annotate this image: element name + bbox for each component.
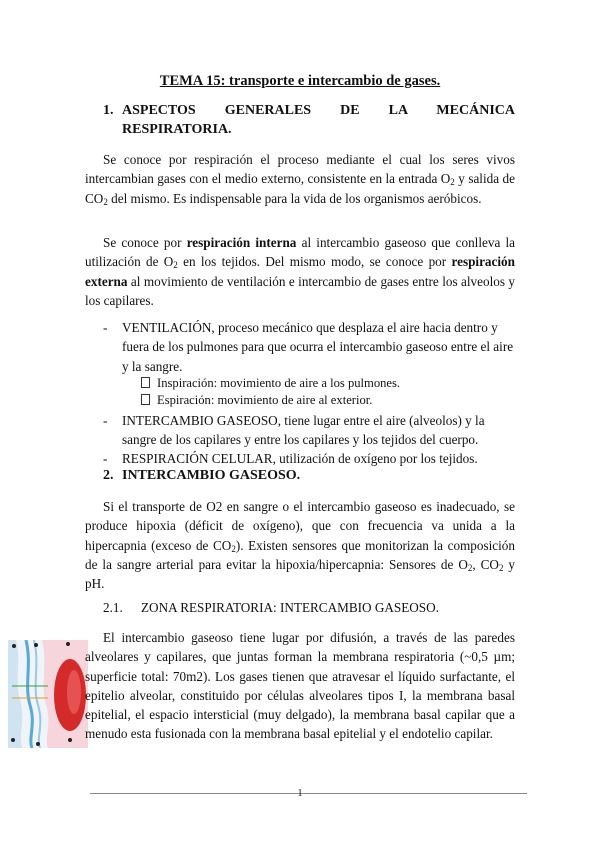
list-item-text: RESPIRACIÓN CELULAR, utilización de oxígeno por los tejidos.	[122, 451, 478, 466]
respiratory-membrane-figure	[8, 640, 88, 748]
label-dot	[68, 738, 72, 742]
list-item-ventilacion	[103, 318, 515, 376]
sub-list-item-espiracion: Espiración: movimiento de aire al exterior.	[141, 392, 372, 409]
term-respiracion-externa: respiración externa	[85, 254, 515, 289]
label-dot	[34, 643, 38, 647]
label-dot	[11, 738, 15, 742]
term-respiracion-interna: respiración interna	[186, 235, 297, 250]
label-dot	[12, 644, 16, 648]
checkbox-glyph-icon	[141, 394, 150, 405]
list-dash: -	[103, 413, 108, 428]
section21-heading	[103, 600, 439, 616]
section21-number: 2.1.	[103, 600, 123, 615]
paragraph-hipoxia: Si el transporte de O2 en sangre o el intercambio gaseoso es inadecuado, se produce hipoxia (déficit de oxígeno), que con frecuencia va unida a la hipercapnia (exceso de $CO_2$). Existen sensores que monitorizan la composición de la sangre arterial para evitar la hipoxia/hipercapnia: Sensores de $O_2$, $CO_2$ y pH.	[85, 499, 515, 592]
section1-heading-line1: ASPECTOS GENERALES DE LA MECÁNICA	[122, 103, 515, 118]
paragraph-membrana-respiratoria: El intercambio gaseoso tiene lugar por difusión, a través de las paredes alveolares y capilares, que juntas forman la membrana respiratoria (~0,5 µm; superficie total: 70m2). Los gases tienen que atravesar el líquido surfactante, el epitelio alveolar, constituido por células alveolares tipos I, la membrana basal epitelial, el espacio intersticial (muy delgado), la membrana basal capilar que a menudo esta fusionada con la membrana basal epitelial y el endotelio capilar.	[85, 630, 515, 742]
list-item-text: VENTILACIÓN, proceso mecánico que desplaza el aire hacia dentro y fuera de los pulmones para que ocurra el intercambio gaseoso entre el aire y la sangre.	[122, 320, 514, 374]
section1-heading-line2: RESPIRATORIA.	[122, 122, 232, 137]
sub-list-item-inspiracion: Inspiración: movimiento de aire a los pulmones.	[141, 375, 400, 392]
list-dash: -	[103, 451, 108, 466]
list-item-text: INTERCAMBIO GASEOSO, tiene lugar entre el aire (alveolos) y la sangre de los capilares y entre los capilares y los tejidos del cuerpo.	[122, 413, 485, 448]
page-number: 1	[297, 788, 303, 799]
section2-heading-text: INTERCAMBIO GASEOSO.	[122, 468, 301, 483]
section1-number: 1.	[103, 103, 114, 118]
paragraph-respiracion-interna-externa: Se conoce por respiración interna al intercambio gaseoso que conlleva la utilización de $O_2$ en los tejidos. Del mismo modo, se conoce por respiración externa al movimiento de ventilación e intercambio de gases entre los alveolos y los capilares.	[85, 235, 516, 308]
section21-heading-text: ZONA RESPIRATORIA: INTERCAMBIO GASEOSO.	[141, 600, 439, 615]
list-item-respiracion-celular	[103, 449, 515, 468]
page-title: TEMA 15: transporte e intercambio de gases.	[159, 73, 441, 89]
paragraph-respiracion: Se conoce por respiración el proceso mediante el cual los seres vivos intercambian gases con el medio externo, consistente en la entrada $O_2$ y salida de $CO_2$ del mismo. Es indispensable para la vida de los organismos aeróbicos.	[85, 152, 515, 207]
checkbox-glyph-icon	[141, 377, 150, 388]
red-blood-cell-highlight	[67, 670, 81, 714]
section2-number: 2.	[103, 468, 114, 483]
list-item-intercambio	[103, 411, 515, 450]
label-dot	[66, 642, 70, 646]
list-dash: -	[103, 320, 108, 335]
label-dot	[36, 742, 40, 746]
